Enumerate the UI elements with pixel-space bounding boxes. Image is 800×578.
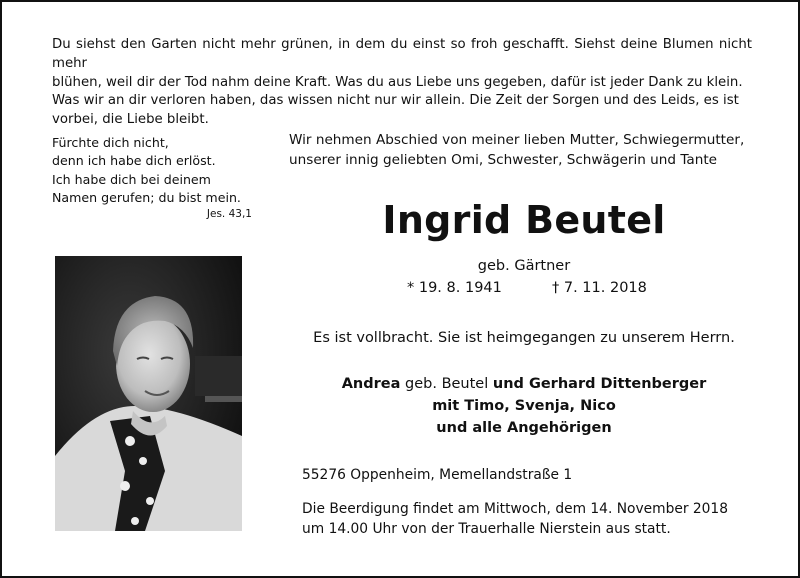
verse-line: Ich habe dich bei deinem — [52, 171, 211, 187]
verse-line: Fürchte dich nicht, — [52, 135, 169, 150]
mourner-partner: und Gerhard Dittenberger — [492, 376, 707, 392]
funeral-notice — [302, 499, 762, 539]
poem-line: blühen, weil dir der Tod nahm deine Kraft. Was du aus Liebe uns gegeben, dafür ist jeder Dank zu klein. — [52, 74, 743, 90]
poem-line: vorbei, die Liebe bleibt. — [52, 112, 209, 128]
intro-line: Wir nehmen Abschied von meiner lieben Mutter, Schwiegermutter, — [289, 132, 745, 148]
mourner-grandchildren: mit Timo, Svenja, Nico — [432, 398, 616, 414]
portrait-photo — [55, 256, 242, 531]
mourners — [289, 373, 759, 439]
death-date: † 7. 11. 2018 — [552, 280, 647, 296]
funeral-line: um 14.00 Uhr von der Trauerhalle Nierstein aus statt. — [302, 521, 671, 537]
poem-line: Was wir an dir verloren haben, das wissen nicht nur wir allein. Die Zeit der Sorgen und des Leids, es ist — [52, 93, 739, 109]
mourner-line — [289, 373, 759, 395]
portrait-image — [55, 256, 242, 531]
birth-name: geb. Gärtner — [477, 258, 571, 274]
verse-line: denn ich habe dich erlöst. — [52, 153, 216, 169]
faith-statement: Es ist vollbracht. Sie ist heimgegangen zu unserem Herrn. — [313, 330, 735, 346]
poem-text — [52, 36, 752, 130]
bible-verse — [52, 134, 252, 220]
mourner-relatives: und alle Angehörigen — [436, 420, 612, 436]
family-address: 55276 Oppenheim, Memellandstraße 1 — [302, 467, 573, 483]
poem-line: Du siehst den Garten nicht mehr grünen, in dem du einst so froh geschafft. Siehst deine Blumen nicht mehr — [52, 37, 752, 71]
funeral-line: Die Beerdigung findet am Mittwoch, dem 14. November 2018 — [302, 501, 728, 517]
verse-line: Namen gerufen; du bist mein. — [52, 190, 241, 206]
birth-date: * 19. 8. 1941 — [407, 280, 502, 296]
mourner-line — [289, 395, 759, 417]
verse-reference: Jes. 43,1 — [206, 207, 252, 220]
intro-line: unserer innig geliebten Omi, Schwester, Schwägerin und Tante — [289, 152, 718, 168]
mourner-birth-name: geb. Beutel — [405, 376, 489, 392]
deceased-name: Ingrid Beutel — [382, 198, 666, 242]
farewell-intro — [289, 130, 759, 170]
mourner-first: Andrea — [341, 376, 401, 392]
mourner-line — [289, 417, 759, 439]
